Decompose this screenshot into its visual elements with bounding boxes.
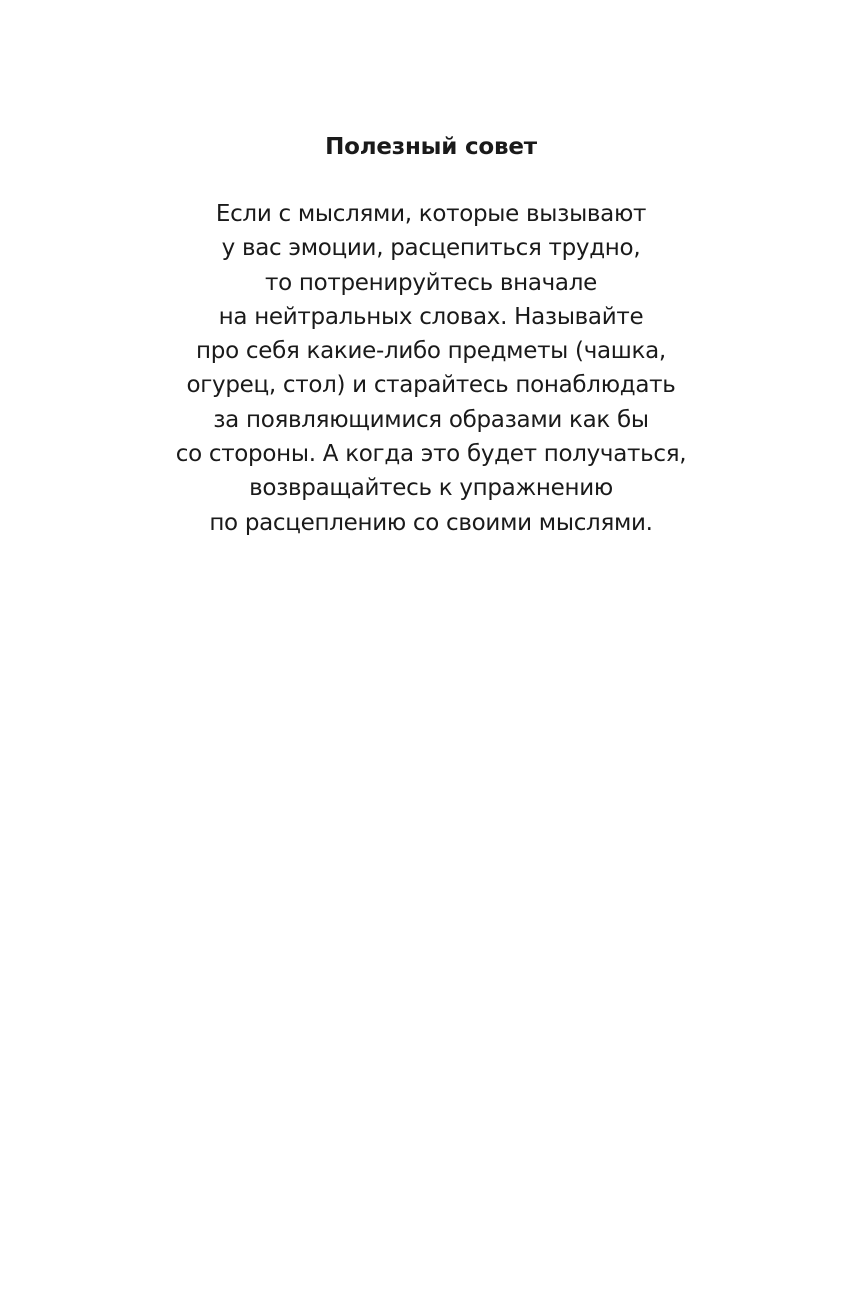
tip-line: возвращайтесь к упражнению xyxy=(249,475,613,502)
tip-line: про себя какие-либо предметы (чашка, xyxy=(196,338,666,365)
tip-line: то потренируйтесь вначале xyxy=(265,269,597,296)
tip-line: огурец, стол) и старайтесь понаблюдать xyxy=(186,372,676,399)
tip-line: со стороны. А когда это будет получаться, xyxy=(175,441,687,468)
tip-title: Полезный совет xyxy=(325,134,537,160)
tip-line: на нейтральных словах. Называйте xyxy=(218,303,644,330)
tip-line: у вас эмоции, расцепиться трудно, xyxy=(221,235,641,262)
tip-line: по расцеплению со своими мыслями. xyxy=(209,509,653,536)
tip-line: за появляющимися образами как бы xyxy=(213,406,649,433)
tip-body xyxy=(0,197,862,540)
tip-line: Если с мыслями, которые вызывают xyxy=(215,201,647,227)
